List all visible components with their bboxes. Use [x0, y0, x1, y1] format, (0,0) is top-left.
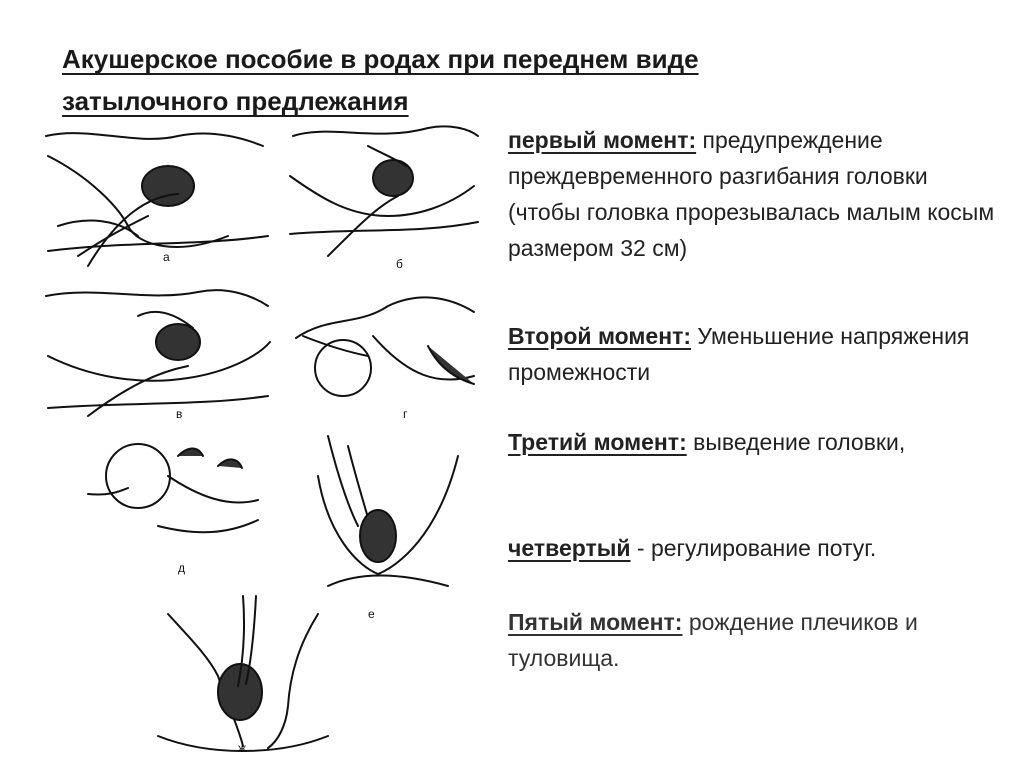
- moment-2-term: Второй момент:: [508, 323, 692, 349]
- moment-3: [508, 424, 998, 460]
- figure-label-b: б: [396, 257, 403, 271]
- moment-5: [508, 604, 998, 676]
- figure-label-f: е: [368, 607, 375, 621]
- moment-5-term: Пятый момент:: [508, 609, 683, 635]
- moment-3-text: выведение головки,: [686, 429, 906, 455]
- title-line-2: затылочного предлежания: [62, 86, 409, 116]
- panel-f-drawing: [318, 436, 458, 586]
- figure-label-a: а: [163, 250, 170, 264]
- figure-label-e: д: [178, 561, 186, 575]
- panel-a-drawing: [46, 133, 268, 266]
- moment-5-text: рождение плечиков и туловища.: [508, 609, 918, 671]
- moment-2: [508, 318, 998, 390]
- panel-c-drawing: [46, 290, 270, 416]
- moment-3-term: Третий момент:: [508, 429, 687, 455]
- moment-2-text: Уменьшение напряжения промежности: [508, 323, 970, 385]
- figure-label-g: ж: [238, 741, 247, 755]
- panel-e-drawing: [88, 444, 258, 532]
- moment-1: [508, 122, 998, 266]
- moment-4-text: - регулирование потуг.: [630, 535, 877, 561]
- moment-1-text: предупреждение преждевременного разгибания головки (чтобы головка прорезывалась малым косым размером 32 см): [508, 127, 995, 261]
- figure-label-c: в: [176, 407, 183, 421]
- moment-1-term: первый момент:: [508, 127, 697, 153]
- panel-b-drawing: [290, 126, 478, 256]
- figure-label-d: г: [403, 407, 408, 421]
- slide-title: [62, 38, 962, 122]
- illustration-svg: [28, 116, 484, 764]
- title-line-1: Акушерское пособие в родах при переднем виде: [62, 44, 699, 74]
- panel-d-drawing: [296, 297, 474, 396]
- moment-4-term: четвертый: [508, 535, 631, 561]
- panel-g-drawing: [158, 596, 328, 751]
- obstetric-illustration: [28, 116, 484, 764]
- moment-4: [508, 530, 998, 566]
